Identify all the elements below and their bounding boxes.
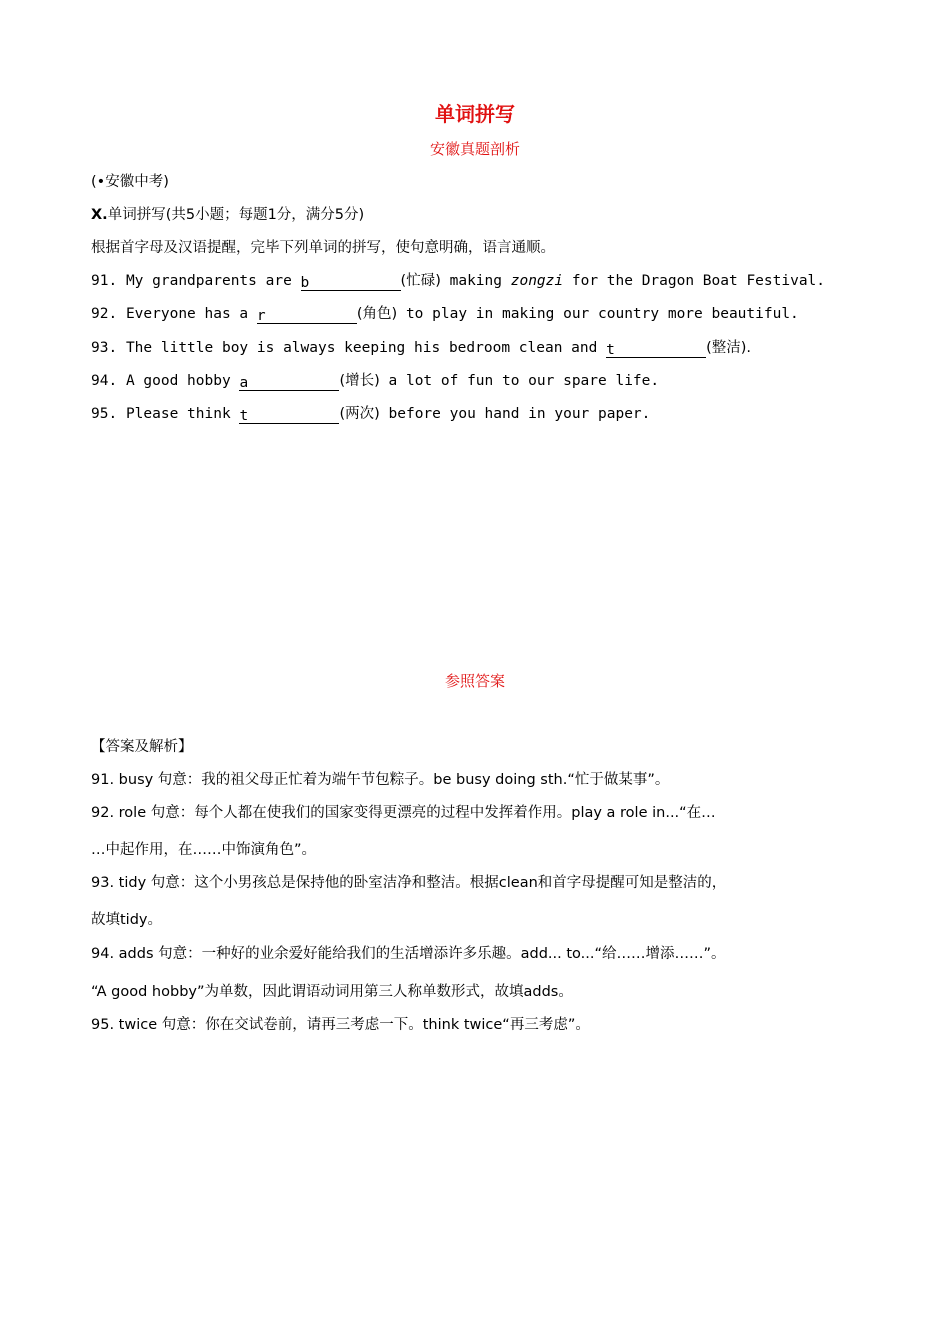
question-number: 92. [91,306,118,322]
question-92 [91,304,799,324]
question-number: 93. [91,340,118,356]
answer-95: 95. twice 句意：你在交试卷前，请再三考虑一下。think twice“再三考虑”。 [91,1017,590,1033]
question-hint: (整洁). [706,340,752,356]
section-numeral: X. [91,207,108,223]
question-text-before: A good hobby [125,373,231,389]
answer-blank[interactable]: r [257,307,357,324]
question-text-after-pre: making [449,273,502,289]
answer-93-line2: 故填tidy。 [91,912,162,928]
question-text-after: for the Dragon Boat Festival. [571,273,826,289]
question-text-after: to play in making our country more beautiful. [405,306,799,322]
question-text-after: before you hand in your paper. [388,406,651,422]
question-text-before: The little boy is always keeping his bedroom clean and [125,340,598,356]
question-94 [91,371,659,391]
section-heading [91,205,364,225]
question-95 [91,404,650,424]
question-number: 94. [91,373,118,389]
question-number: 91. [91,273,118,289]
question-hint: (角色) [356,306,398,322]
answer-blank[interactable]: t [239,407,339,424]
question-text-before: Everyone has a [125,306,249,322]
answer-91: 91. busy 句意：我的祖父母正忙着为端午节包粽子。be busy doing sth.“忙于做某事”。 [91,772,670,788]
page-title: 单词拼写 [435,102,515,126]
section-heading-text: 单词拼写(共5小题；每题1分，满分5分) [107,207,365,223]
answer-blank[interactable]: a [239,374,339,391]
answer-blank[interactable]: b [301,274,401,291]
answer-94-line2: “A good hobby”为单数，因此谓语动词用第三人称单数形式，故填adds。 [91,984,573,1000]
question-91 [91,271,825,291]
answer-label: 【答案及解析】 [91,739,193,755]
answer-94-line1: 94. adds 句意：一种好的业余爱好能给我们的生活增添许多乐趣。add... to...“给……增添……”。 [91,946,726,962]
question-hint: (增长) [339,373,380,389]
question-93 [91,338,751,358]
question-hint: (两次) [339,406,380,422]
question-number: 95. [91,406,118,422]
answer-section-title: 参照答案 [444,672,505,690]
answer-92-line2: …中起作用，在……中饰演角色”。 [91,842,317,858]
section-instruction: 根据首字母及汉语提醒，完毕下列单词的拼写，使句意明确，语言通顺。 [91,240,555,256]
page-subtitle: 安徽真题剖析 [429,140,520,158]
source-line: (•安徽中考) [91,174,169,190]
question-text-after: a lot of fun to our spare life. [388,373,660,389]
question-text-italic: zongzi [510,273,564,289]
answer-92-line1: 92. role 句意：每个人都在使我们的国家变得更漂亮的过程中发挥着作用。play a role in...“在… [91,805,716,821]
answer-blank[interactable]: t [606,341,706,358]
question-text-before: My grandparents are [125,273,292,289]
answer-93-line1: 93. tidy 句意：这个小男孩总是保持他的卧室洁净和整洁。根据clean和首字母提醒可知是整洁的， [91,875,727,891]
question-hint: (忙碌) [400,273,441,289]
question-text-before: Please think [125,406,231,422]
